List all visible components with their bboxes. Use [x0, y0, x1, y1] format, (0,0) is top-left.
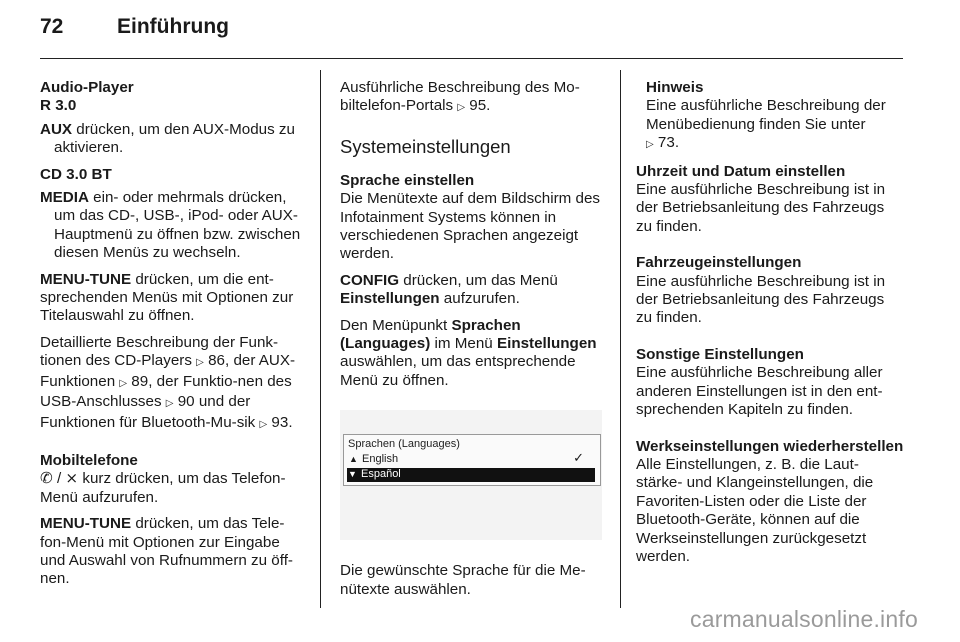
details-text: Detaillierte Beschreibung der Funk-tionen des CD-Players	[40, 333, 279, 370]
watermark: carmanualsonline.info	[690, 606, 918, 632]
page-ref-icon: ▷	[457, 102, 466, 114]
menupunkt-text: auswählen, um das entsprechende Menü zu öffnen.	[340, 353, 576, 389]
audio-player-heading: Audio-Player	[40, 79, 134, 96]
aux-text: drücken, um den AUX-Modus zu aktivieren.	[54, 120, 295, 157]
page-ref-icon: ▷	[259, 418, 268, 430]
settings-key: Einstellungen	[496, 335, 597, 353]
language-heading: Sprache einstellen	[340, 171, 475, 189]
settings-key: Einstellungen	[340, 290, 440, 308]
language-option-english[interactable]	[348, 450, 592, 466]
header-rule	[40, 58, 903, 59]
mute-icon: ⨯	[65, 470, 79, 488]
aux-paragraph	[40, 121, 306, 158]
menupunkt-text: Den Menüpunkt	[340, 316, 452, 334]
hint-text: Eine ausführliche Beschreibung der Menübedienung finden Sie unter	[646, 97, 886, 133]
cd30-heading: CD 3.0 BT	[40, 165, 112, 183]
page-ref-icon: ▷	[165, 398, 174, 410]
menupunkt-paragraph	[340, 317, 602, 391]
column-middle	[340, 79, 602, 607]
page-ref-icon: ▷	[196, 357, 204, 369]
details-text: und der Funktionen für Bluetooth-Mu-sik	[40, 393, 260, 431]
details-text: , der AUX-Funktionen	[40, 352, 296, 390]
portal-text: .	[486, 97, 491, 115]
media-text: ein- oder mehrmals drücken, um das CD-, USB-, iPod- oder AUX-Hauptmenü zu öffnen bzw. zwischen diesen Menüs zu wechseln.	[54, 189, 301, 262]
column-divider	[620, 70, 621, 608]
config-paragraph	[340, 272, 602, 309]
column-right	[636, 79, 904, 574]
details-paragraph	[40, 334, 306, 434]
page-ref[interactable]: 89	[127, 372, 149, 390]
section-title: Systemeinstellungen	[340, 135, 511, 157]
other-heading: Sonstige Einstellungen	[636, 345, 804, 363]
menutune-phone-text: drücken, um das Tele-fon-Menü mit Optionen zur Eingabe und Auswahl von Rufnummern zu öff-nen.	[40, 515, 293, 588]
menutune-key: MENU-TUNE	[40, 515, 132, 533]
page-ref-icon: ▷	[646, 139, 654, 151]
media-paragraph	[40, 189, 306, 263]
vehicle-heading: Fahrzeugeinstellungen	[636, 254, 802, 272]
r30-heading: R 3.0	[40, 97, 77, 115]
page-ref[interactable]: 73	[653, 134, 675, 152]
language-option-label: Español	[361, 468, 401, 481]
arrow-up-icon: ▲	[349, 454, 358, 465]
config-text: drücken, um das Menü	[399, 271, 558, 289]
portal-paragraph	[340, 79, 602, 118]
phone-text: /	[52, 470, 66, 488]
factory-paragraph: Alle Einstellungen, z. B. die Laut-stärke- und Klangeinstellungen, die Favoriten-Listen oder die Liste der Bluetooth-Geräte, können auf die Werkseinstellungen zurückgesetzt werden.	[636, 455, 874, 565]
time-paragraph: Eine ausführliche Beschreibung ist in der Betriebsanleitung des Fahrzeugs zu finden.	[636, 181, 886, 235]
menutune-key: MENU-TUNE	[40, 270, 132, 288]
hint-box	[636, 79, 904, 155]
languages-key: Sprachen (Languages)	[340, 316, 521, 353]
media-key: MEDIA	[40, 189, 89, 207]
hint-heading: Hinweis	[646, 79, 704, 96]
language-paragraph: Die Menütexte auf dem Bildschirm des Infotainment Systems können in verschiedenen Sprachen angezeigt werden.	[340, 190, 600, 263]
language-option-spanish[interactable]	[347, 468, 595, 482]
page-title: Einführung	[117, 15, 229, 38]
aux-key: AUX	[40, 120, 73, 138]
menutune-paragraph	[40, 271, 306, 326]
phone-paragraph	[40, 470, 306, 507]
page-ref[interactable]: 95	[465, 97, 487, 115]
language-option-label: English	[362, 453, 399, 466]
language-menu-title: Sprachen (Languages)	[348, 438, 460, 451]
page-ref-icon: ▷	[119, 377, 128, 389]
page-ref[interactable]: 90	[173, 393, 195, 411]
config-text: aufzurufen.	[439, 290, 520, 308]
checkmark-icon: ✓	[573, 450, 584, 466]
phone-text: kurz drücken, um das Telefon-Menü aufzurufen.	[40, 470, 286, 506]
hint-text: .	[674, 134, 680, 152]
menutune-phone-paragraph	[40, 515, 306, 589]
phone-icon: ✆	[40, 470, 53, 488]
choose-language-paragraph: Die gewünschte Sprache für die Me-nütexte auswählen.	[340, 562, 586, 598]
mobile-heading: Mobiltelefone	[40, 451, 138, 469]
details-text: .	[288, 413, 293, 431]
language-screen-figure	[340, 410, 602, 540]
time-heading: Uhrzeit und Datum einstellen	[636, 162, 846, 180]
portal-text: Ausführliche Beschreibung des Mo-biltelefon-Portals	[340, 79, 580, 115]
menupunkt-text: im Menü	[430, 335, 497, 353]
config-key: CONFIG	[340, 271, 400, 289]
details-text: , der Funktio-nen des USB-Anschlusses	[40, 372, 292, 411]
factory-heading: Werkseinstellungen wiederherstellen	[636, 437, 904, 455]
page-number: 72	[40, 15, 64, 38]
arrow-down-icon: ▼	[348, 469, 357, 480]
column-left	[40, 79, 306, 597]
menutune-text: drücken, um die ent-sprechenden Menüs mit Optionen zur Titelauswahl zu öffnen.	[40, 270, 294, 325]
column-divider	[320, 70, 321, 608]
other-paragraph: Eine ausführliche Beschreibung aller anderen Einstellungen ist in den ent-sprechenden Kapiteln zu finden.	[636, 364, 883, 419]
page-ref[interactable]: 93	[267, 413, 289, 431]
vehicle-paragraph: Eine ausführliche Beschreibung ist in der Betriebsanleitung des Fahrzeugs zu finden.	[636, 272, 886, 327]
page-ref[interactable]: 86	[203, 352, 225, 370]
language-menu	[343, 434, 601, 486]
